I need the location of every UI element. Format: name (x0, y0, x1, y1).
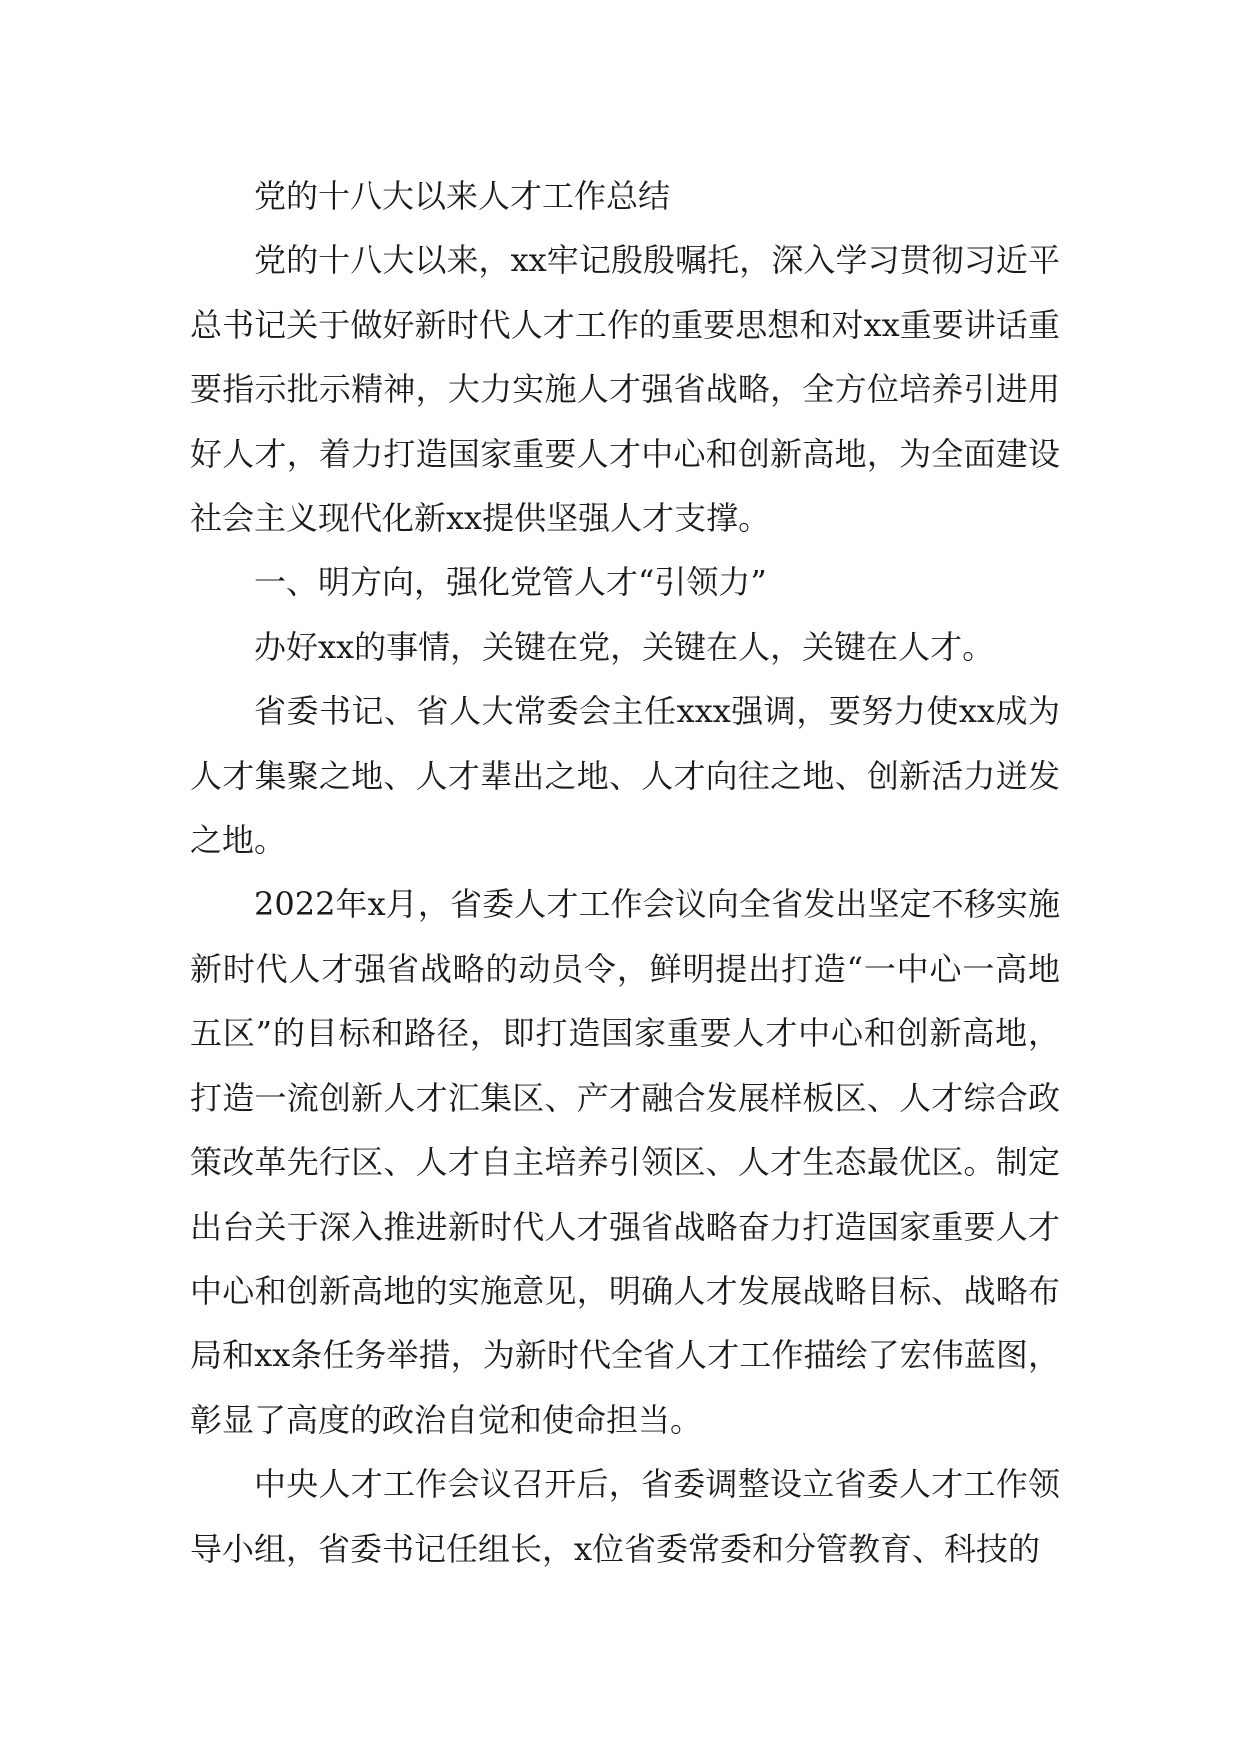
paragraph-2022-meeting: 2022年x月，省委人才工作会议向全省发出坚定不移实施新时代人才强省战略的动员令，鲜明提出打造“一中心一高地五区”的目标和路径，即打造国家重要人才中心和创新高地，打造一流创新人才汇集区、产才融合发展样板区、人才综合政策改革先行区、人才自主培养引领区、人才生态最优区。制定出台关于深入推进新时代人才强省战略奋力打造国家重要人才中心和创新高地的实施意见，明确人才发展战略目标、战略布局和xx条任务举措，为新时代全省人才工作描绘了宏伟蓝图，彰显了高度的政治自觉和使命担当。 (190, 885, 1060, 1439)
paragraph-leading-group: 中央人才工作会议召开后，省委调整设立省委人才工作领导小组，省委书记任组长，x位省委常委和分管教育、科技的 (190, 1465, 1060, 1568)
document-title: 党的十八大以来人才工作总结 (254, 177, 671, 215)
paragraph-key-point: 办好xx的事情，关键在党，关键在人，关键在人才。 (254, 627, 995, 666)
document-body (190, 164, 1060, 1581)
section-heading-1: 一、明方向，强化党管人才“引领力” (254, 563, 767, 602)
paragraph-intro: 党的十八大以来，xx牢记殷殷嘱托，深入学习贯彻习近平总书记关于做好新时代人才工作的重要思想和对xx重要讲话重要指示批示精神，大力实施人才强省战略，全方位培养引进用好人才，着力打造国家重要人才中心和创新高地，为全面建设社会主义现代化新xx提供坚强人才支撑。 (190, 241, 1060, 538)
paragraph-secretary-quote: 省委书记、省人大常委会主任xxx强调，要努力使xx成为人才集聚之地、人才辈出之地、人才向往之地、创新活力迸发之地。 (190, 692, 1060, 860)
